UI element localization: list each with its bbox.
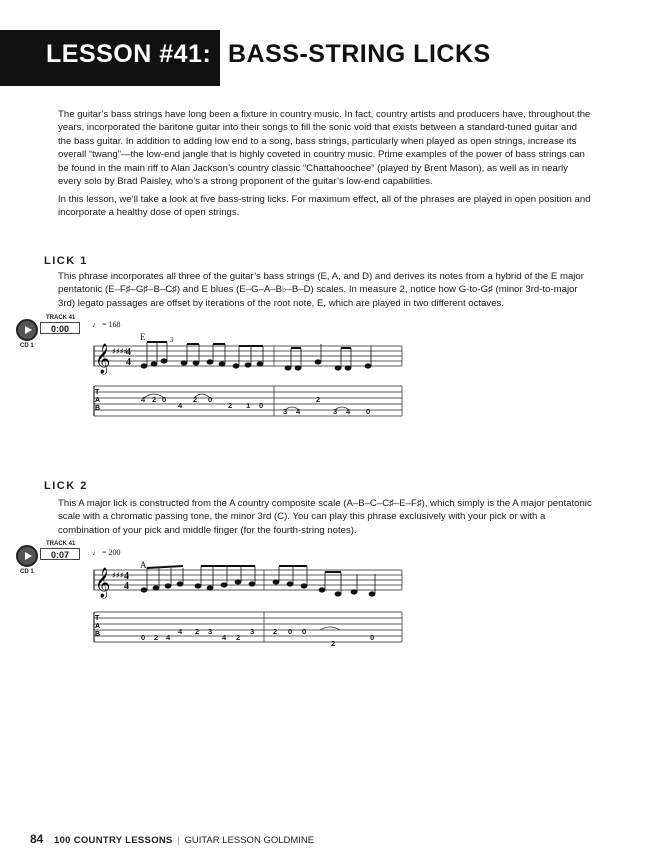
cd-label: CD 1 bbox=[20, 569, 34, 575]
svg-text:B: B bbox=[95, 631, 101, 638]
svg-text:♯♯♯♯: ♯♯♯♯ bbox=[112, 347, 128, 356]
tab-number: 2 bbox=[236, 633, 241, 642]
tab-number: 4 bbox=[178, 627, 183, 636]
lick-2-audio-track[interactable] bbox=[16, 541, 80, 581]
book-title: 100 COUNTRY LESSONS bbox=[54, 835, 173, 846]
svg-text:♯♯♯: ♯♯♯ bbox=[112, 571, 124, 580]
tab-number: 2 bbox=[228, 401, 233, 410]
tab-number: 2 bbox=[154, 633, 159, 642]
svg-text:B: B bbox=[95, 405, 101, 412]
tab-number: 3 bbox=[333, 407, 338, 416]
svg-text:4: 4 bbox=[124, 571, 129, 582]
svg-text:𝄞: 𝄞 bbox=[95, 344, 111, 374]
lick-1-audio-track[interactable] bbox=[16, 315, 80, 355]
tab-number: 0 bbox=[259, 401, 264, 410]
lick-1-heading: LICK 1 bbox=[44, 255, 88, 267]
tab-number: 3 bbox=[283, 407, 288, 416]
tab-number: 3 bbox=[250, 627, 255, 636]
chord-symbol: A bbox=[140, 560, 147, 570]
triplet-marking: 3 bbox=[170, 336, 174, 344]
lick-1-description: This phrase incorporates all three of the guitar’s bass strings (E, A, and D) and derives its notes from a hybrid of the E major pentatonic (E–F♯–G♯–B–C♯) and E blues (E–G–A–B♭–B–D) scales. In measure 2, notice how G-to-G♯ (minor 3rd-to-major 3rd) legato passages are offset by iterations of the root note, E, which are played in two different octaves. bbox=[58, 271, 584, 309]
lick-2-notation bbox=[92, 546, 404, 650]
tab-number: 0 bbox=[141, 633, 146, 642]
tab-number: 0 bbox=[370, 633, 375, 642]
track-label: TRACK 41 bbox=[46, 315, 76, 321]
tab-number: 2 bbox=[152, 395, 157, 404]
track-time: 0:07 bbox=[40, 548, 80, 560]
lick-2-heading: LICK 2 bbox=[44, 480, 88, 492]
cd-label: CD 1 bbox=[20, 343, 34, 349]
svg-text:4: 4 bbox=[124, 581, 129, 592]
svg-text:𝄞: 𝄞 bbox=[95, 568, 111, 598]
svg-text:T: T bbox=[95, 389, 100, 396]
tab-number: 0 bbox=[162, 395, 167, 404]
tab-number: 4 bbox=[178, 401, 183, 410]
tab-number: 2 bbox=[316, 395, 321, 404]
track-label: TRACK 41 bbox=[46, 541, 76, 547]
footer-separator: | bbox=[177, 835, 180, 846]
lick-2-staff-and-tab bbox=[92, 546, 404, 650]
svg-text:4: 4 bbox=[126, 347, 131, 358]
tab-number: 4 bbox=[296, 407, 301, 416]
tab-number: 2 bbox=[195, 627, 200, 636]
tab-number: 0 bbox=[366, 407, 371, 416]
lesson-title: BASS-STRING LICKS bbox=[228, 40, 491, 68]
track-time: 0:00 bbox=[40, 322, 80, 334]
svg-text:A: A bbox=[95, 623, 101, 630]
tab-number: 1 bbox=[246, 401, 251, 410]
speaker-icon[interactable] bbox=[16, 545, 38, 567]
tempo-marking: ♩ = 200 bbox=[92, 548, 121, 557]
tab-number: 2 bbox=[193, 395, 198, 404]
tab-number: 4 bbox=[346, 407, 351, 416]
intro-paragraph-2: In this lesson, we’ll take a look at five bass-string licks. For maximum effect, all of the phrases are played in open position and incorporate a healthy dose of open strings. bbox=[58, 194, 591, 219]
tab-number: 2 bbox=[273, 627, 278, 636]
tab-number: 0 bbox=[208, 395, 213, 404]
tab-number: 0 bbox=[302, 627, 307, 636]
page-footer bbox=[30, 832, 314, 846]
intro-paragraph-1: The guitar’s bass strings have long been a fixture in country music. In fact, country artists and producers have, throughout the years, incorporated the baritone guitar into their songs to fill the sonic void that exists between a standard-tuned guitar and the bass guitar. In addition to adding low end to a song, bass strings, particularly when played as open strings, increase its overall “twang”—the low-end jangle that is highly coveted in country music. Prime examples of the power of bass strings can be found in the main riff to Alan Jackson’s country classic “Chattahoochee” (played by Brent Mason), as well as in nearly every solo by Brad Paisley, who’s a strong proponent of the guitar’s low-end capabilities. bbox=[58, 109, 591, 188]
tab-number: 4 bbox=[166, 633, 171, 642]
tab-number: 2 bbox=[331, 639, 336, 648]
page-number: 84 bbox=[30, 832, 44, 846]
speaker-icon[interactable] bbox=[16, 319, 38, 341]
svg-text:A: A bbox=[95, 397, 101, 404]
lick-1-notation bbox=[92, 318, 404, 422]
lesson-number: LESSON #41: bbox=[46, 40, 212, 68]
series-title: GUITAR LESSON GOLDMINE bbox=[184, 835, 315, 846]
svg-text:T: T bbox=[95, 615, 100, 622]
tab-number: 0 bbox=[288, 627, 293, 636]
chord-symbol: E bbox=[140, 332, 146, 342]
tab-number: 4 bbox=[141, 395, 146, 404]
svg-text:4: 4 bbox=[126, 357, 131, 368]
tempo-marking: ♩ = 168 bbox=[92, 320, 121, 329]
tab-number: 4 bbox=[222, 633, 227, 642]
lick-2-description: This A major lick is constructed from the A country composite scale (A–B–C–C♯–E–F♯), which simply is the A major pentatonic scale with a chromatic passing tone, the minor 3rd (C). You can play this phrase exclusively with your pick or with a combination of your pick and middle finger (for the fourth-string notes). bbox=[58, 498, 592, 536]
tab-number: 3 bbox=[208, 627, 213, 636]
